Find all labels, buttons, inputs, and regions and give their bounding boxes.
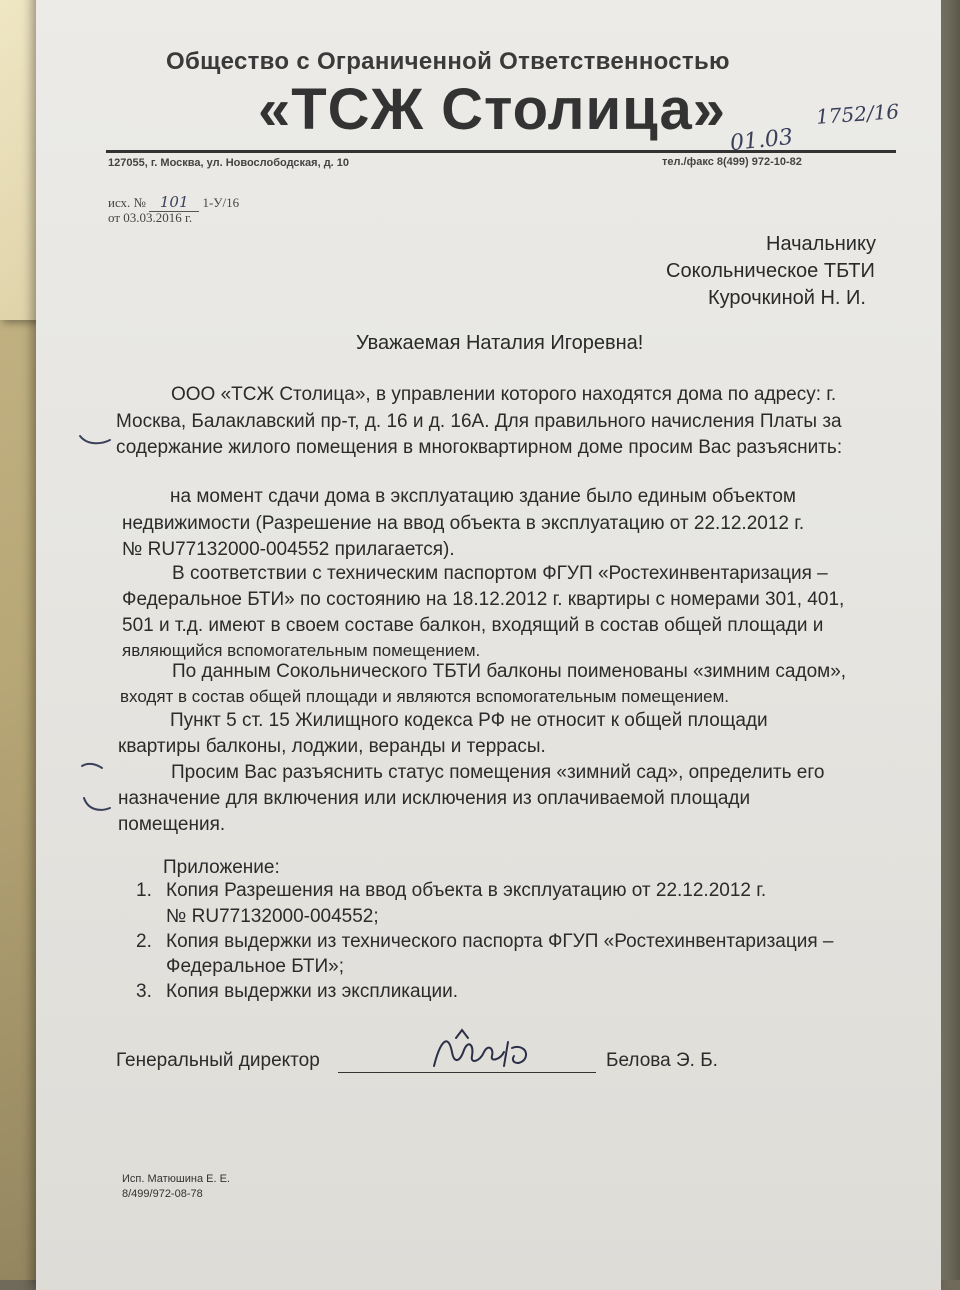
greeting: Уважаемая Наталия Игоревна! xyxy=(356,332,644,354)
attachments-title: Приложение: xyxy=(163,857,280,878)
company-phone: тел./факс 8(499) 972-10-82 xyxy=(662,156,802,168)
incoming-stamp-date: 01.03 xyxy=(728,124,795,157)
addressee-line-2: Сокольническое ТБТИ xyxy=(666,260,875,282)
addressee-line-3: Курочкиной Н. И. xyxy=(708,287,866,309)
p3-line-4: являющийся вспомогательным помещением. xyxy=(122,641,481,660)
company-address: 127055, г. Москва, ул. Новослободская, д. 10 xyxy=(108,157,350,169)
p5-line-2: квартиры балконы, лоджии, веранды и террасы. xyxy=(118,736,546,757)
p1-line-3: содержание жилого помещения в многоквартирном доме просим Вас разъяснить: xyxy=(116,437,843,458)
p3-line-2: Федеральное БТИ» по состоянию на 18.12.2012 г. квартиры с номерами 301, 401, xyxy=(122,589,845,610)
letter-page xyxy=(36,0,941,1290)
executor-name: Исп. Матюшина Е. Е. xyxy=(122,1173,230,1185)
p3-line-3: 501 и т.д. имеют в своем составе балкон, входящий в состав общей площади и xyxy=(122,615,824,636)
signer-position: Генеральный директор xyxy=(116,1050,320,1071)
org-form-line: Общество с Ограниченной Ответственностью xyxy=(166,48,730,75)
signer-name: Белова Э. Б. xyxy=(606,1050,718,1071)
attachment-2-line-1: Копия выдержки из технического паспорта ФГУП «Ростехинвентаризация – xyxy=(166,931,834,952)
addressee-line-1: Начальнику xyxy=(766,233,876,255)
p5-line-1: Пункт 5 ст. 15 Жилищного кодекса РФ не относит к общей площади xyxy=(170,710,768,731)
handwritten-signature xyxy=(426,1022,546,1080)
attachment-2-number: 2. xyxy=(136,931,152,952)
p2-line-2: недвижимости (Разрешение на ввод объекта в эксплуатацию от 22.12.2012 г. xyxy=(122,513,805,534)
p3-line-1: В соответствии с техническим паспортом ФГУП «Ростехинвентаризация – xyxy=(172,563,828,584)
margin-pen-mark xyxy=(76,758,116,818)
p4-line-1: По данным Сокольнического ТБТИ балконы поименованы «зимним садом», xyxy=(172,661,847,682)
company-name: «ТСЖ Столица» xyxy=(258,77,726,142)
outgoing-number-handwritten: 101 xyxy=(149,193,199,212)
executor-phone: 8/499/972-08-78 xyxy=(122,1188,203,1200)
p1-line-1: ООО «ТСЖ Столица», в управлении которого находятся дома по адресу: г. xyxy=(171,384,837,405)
p1-line-2: Москва, Балаклавский пр-т, д. 16 и д. 16А. Для правильного начисления Платы за xyxy=(116,411,842,432)
outgoing-number-suffix: 1-У/16 xyxy=(202,195,240,210)
attachment-3-number: 3. xyxy=(136,981,152,1002)
attachment-1-line-2: № RU77132000-004552; xyxy=(166,906,379,927)
p6-line-3: помещения. xyxy=(118,814,226,835)
incoming-stamp-number: 1752/16 xyxy=(815,99,900,129)
p4-line-2: входят в состав общей площади и являются вспомогательным помещением. xyxy=(120,687,729,706)
outgoing-number-prefix: исх. № xyxy=(108,195,146,210)
attachment-3-line-1: Копия выдержки из экспликации. xyxy=(166,981,458,1002)
p6-line-1: Просим Вас разъяснить статус помещения «зимний сад», определить его xyxy=(171,762,825,783)
attachment-1-line-1: Копия Разрешения на ввод объекта в эксплуатацию от 22.12.2012 г. xyxy=(166,880,767,901)
p6-line-2: назначение для включения или исключения из оплачиваемой площади xyxy=(118,788,751,809)
attachment-1-number: 1. xyxy=(136,880,152,901)
margin-pen-mark xyxy=(76,430,116,450)
p2-line-1: на момент сдачи дома в эксплуатацию здание было единым объектом xyxy=(170,486,796,507)
outgoing-date: от 03.03.2016 г. xyxy=(108,210,193,225)
p2-line-3: № RU77132000-004552 прилагается). xyxy=(122,539,455,560)
attachment-2-line-2: Федеральное БТИ»; xyxy=(166,956,344,977)
